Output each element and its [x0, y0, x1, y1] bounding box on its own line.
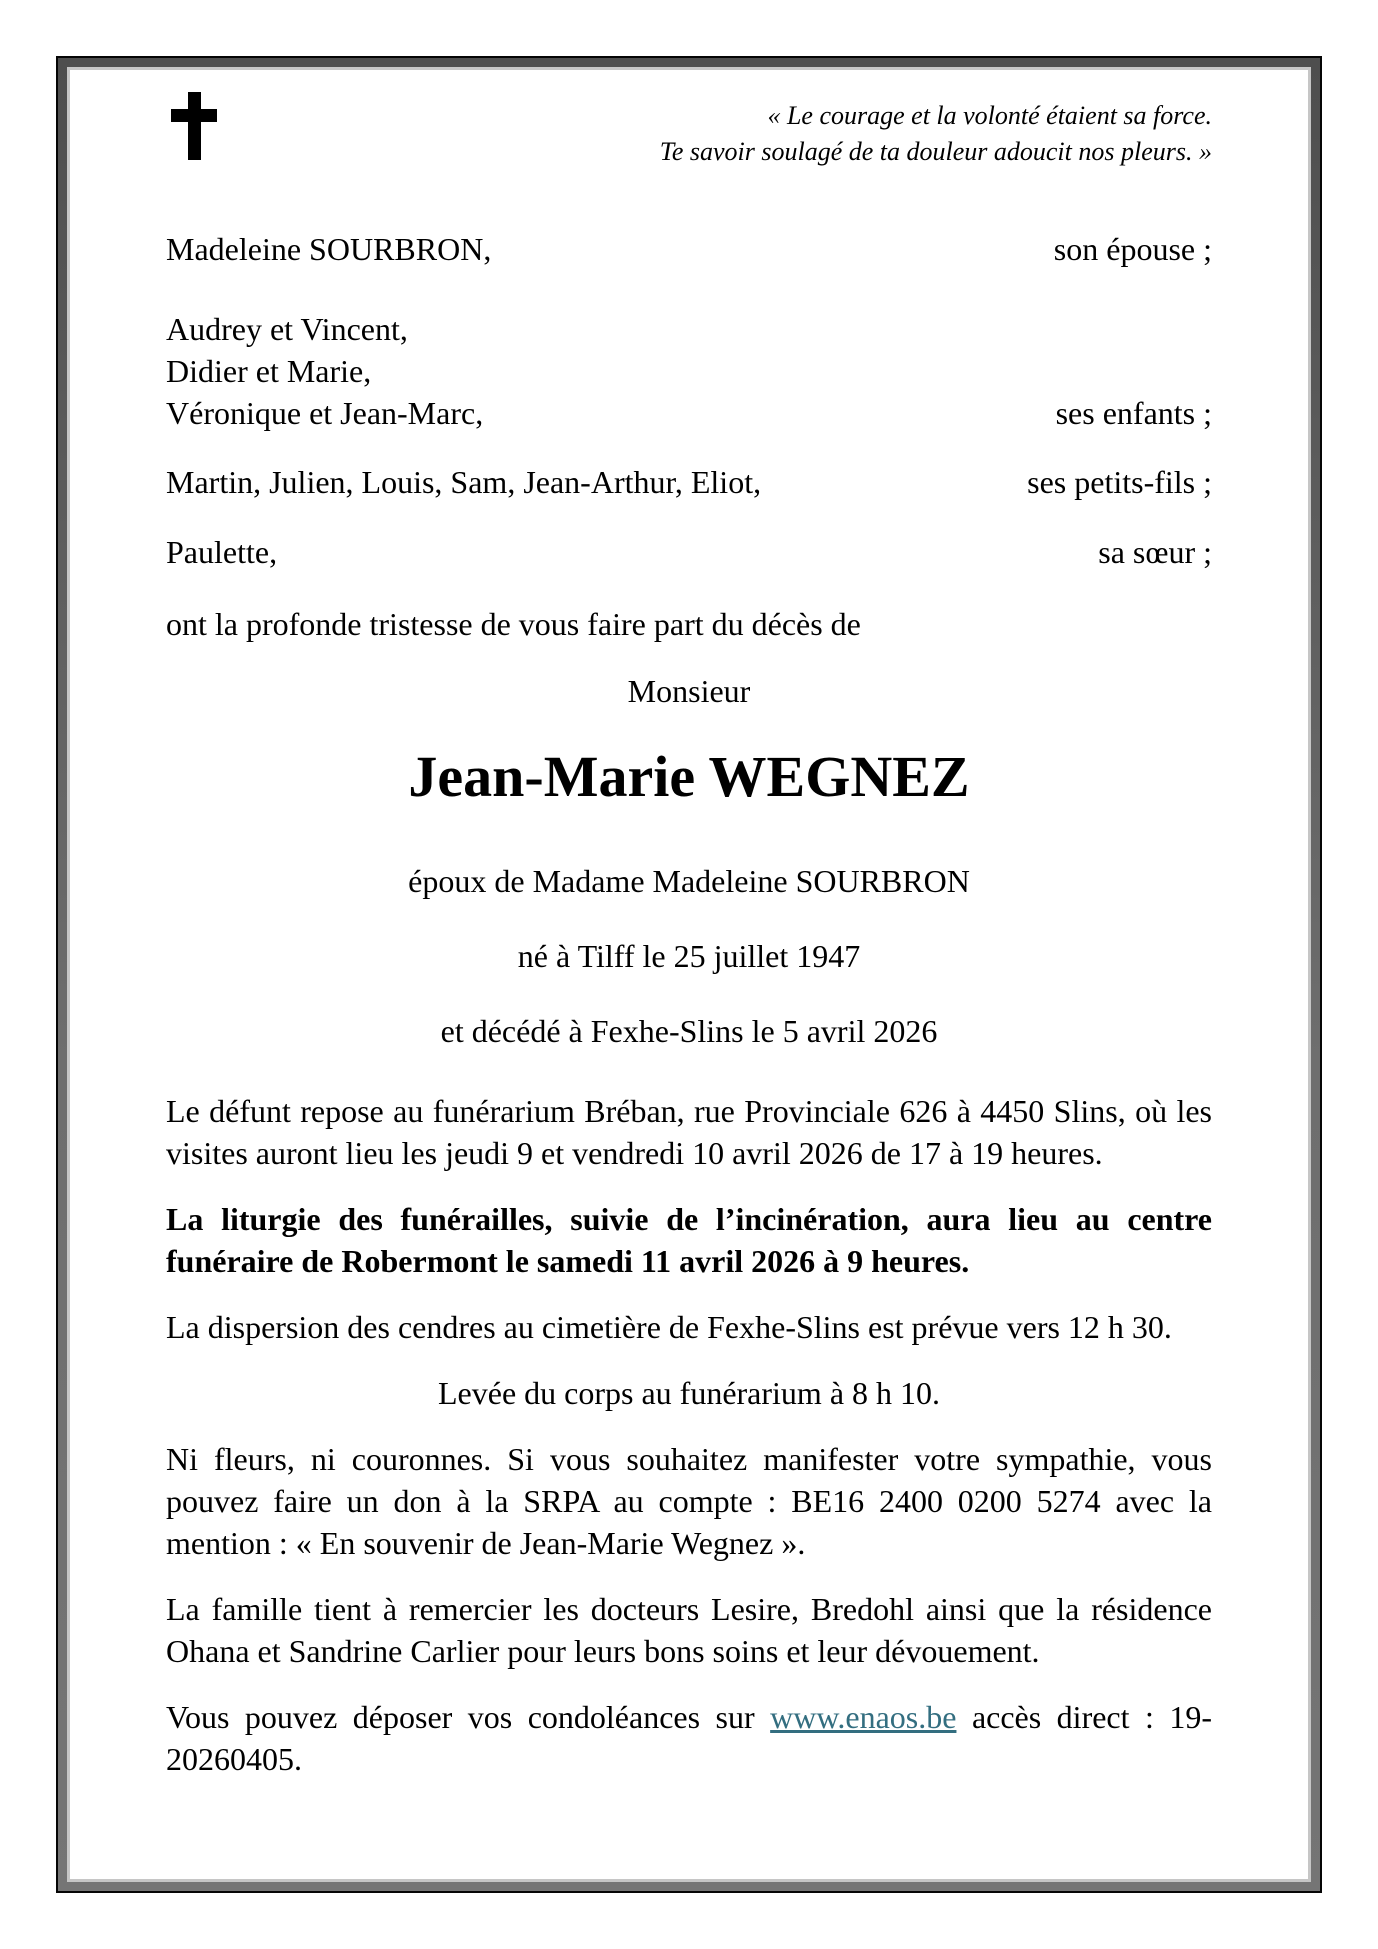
cross-icon	[171, 92, 217, 160]
family-row-sister	[166, 531, 1212, 573]
family-names	[166, 228, 491, 270]
condolences-paragraph	[166, 1696, 1212, 1780]
dispersion-paragraph: La dispersion des cendres au cimetière de Fexhe-Slins est prévue vers 12 h 30.	[166, 1309, 1172, 1345]
quote-line-2: Te savoir soulagé de ta douleur adoucit nos pleurs. »	[659, 137, 1212, 166]
family-names	[166, 308, 483, 434]
family-row-spouse	[166, 228, 1212, 270]
family-relation: ses enfants ;	[1055, 395, 1212, 431]
enaos-link[interactable]: www.enaos.be	[770, 1699, 957, 1735]
donation-paragraph: Ni fleurs, ni couronnes. Si vous souhaitez manifester votre sympathie, vous pouvez faire un don à la SRPA au compte : BE16 2400 0200 5274 avec la mention : « En souvenir de Jean-Marie Wegnez ».	[166, 1441, 1212, 1561]
family-name-line: Paulette,	[166, 534, 278, 570]
family-name-line: Martin, Julien, Louis, Sam, Jean-Arthur, Eliot,	[166, 464, 762, 500]
levee-line: Levée du corps au funérarium à 8 h 10.	[437, 1375, 941, 1411]
repose-paragraph: Le défunt repose au funérarium Bréban, rue Provinciale 626 à 4450 Slins, où les visites auront lieu les jeudi 9 et vendredi 10 avril 2026 de 17 à 19 heures.	[166, 1093, 1212, 1171]
condolences-text-after: accès direct : 19-20260405.	[166, 1699, 1213, 1777]
card-content	[70, 70, 1308, 1780]
liturgy-paragraph: La liturgie des funérailles, suivie de l’incinération, aura lieu au centre funéraire de Robermont le samedi 11 avril 2026 à 9 heures.	[166, 1201, 1212, 1279]
family-relation: sa sœur ;	[1098, 534, 1212, 570]
honorific: Monsieur	[627, 673, 751, 709]
announcement-intro: ont la profonde tristesse de vous faire part du décès de	[166, 606, 861, 642]
deceased-name: Jean-Marie WEGNEZ	[408, 744, 970, 809]
family-row-children	[166, 308, 1212, 434]
condolences-text-before: Vous pouvez déposer vos condoléances sur	[166, 1699, 755, 1735]
family-row-grandsons	[166, 461, 1212, 503]
family-name-line: Didier et Marie,	[166, 353, 372, 389]
death-line: et décédé à Fexhe-Slins le 5 avril 2026	[440, 1013, 938, 1049]
quote-line-1: « Le courage et la volonté étaient sa force.	[767, 101, 1212, 130]
memorial-card	[56, 56, 1322, 1893]
family-name-line: Audrey et Vincent,	[166, 311, 408, 347]
card-inner	[67, 67, 1311, 1882]
family-name-line: Véronique et Jean-Marc,	[166, 395, 484, 431]
epitaph-quote	[660, 92, 1212, 170]
card-header	[166, 92, 1212, 170]
birth-line: né à Tilff le 25 juillet 1947	[517, 938, 861, 974]
cross-horizontal-bar	[171, 109, 217, 122]
card-frame	[58, 58, 1320, 1891]
cross-vertical-bar	[188, 92, 201, 160]
family-names	[166, 531, 277, 573]
spouse-line: époux de Madame Madeleine SOURBRON	[408, 863, 970, 899]
thanks-paragraph: La famille tient à remercier les docteurs Lesire, Bredohl ainsi que la résidence Ohana et Sandrine Carlier pour leurs bons soins et leur dévouement.	[166, 1591, 1212, 1669]
family-names	[166, 461, 761, 503]
family-relation: ses petits-fils ;	[1027, 464, 1212, 500]
family-relation: son épouse ;	[1053, 231, 1212, 267]
family-name-line: Madeleine SOURBRON,	[166, 231, 492, 267]
